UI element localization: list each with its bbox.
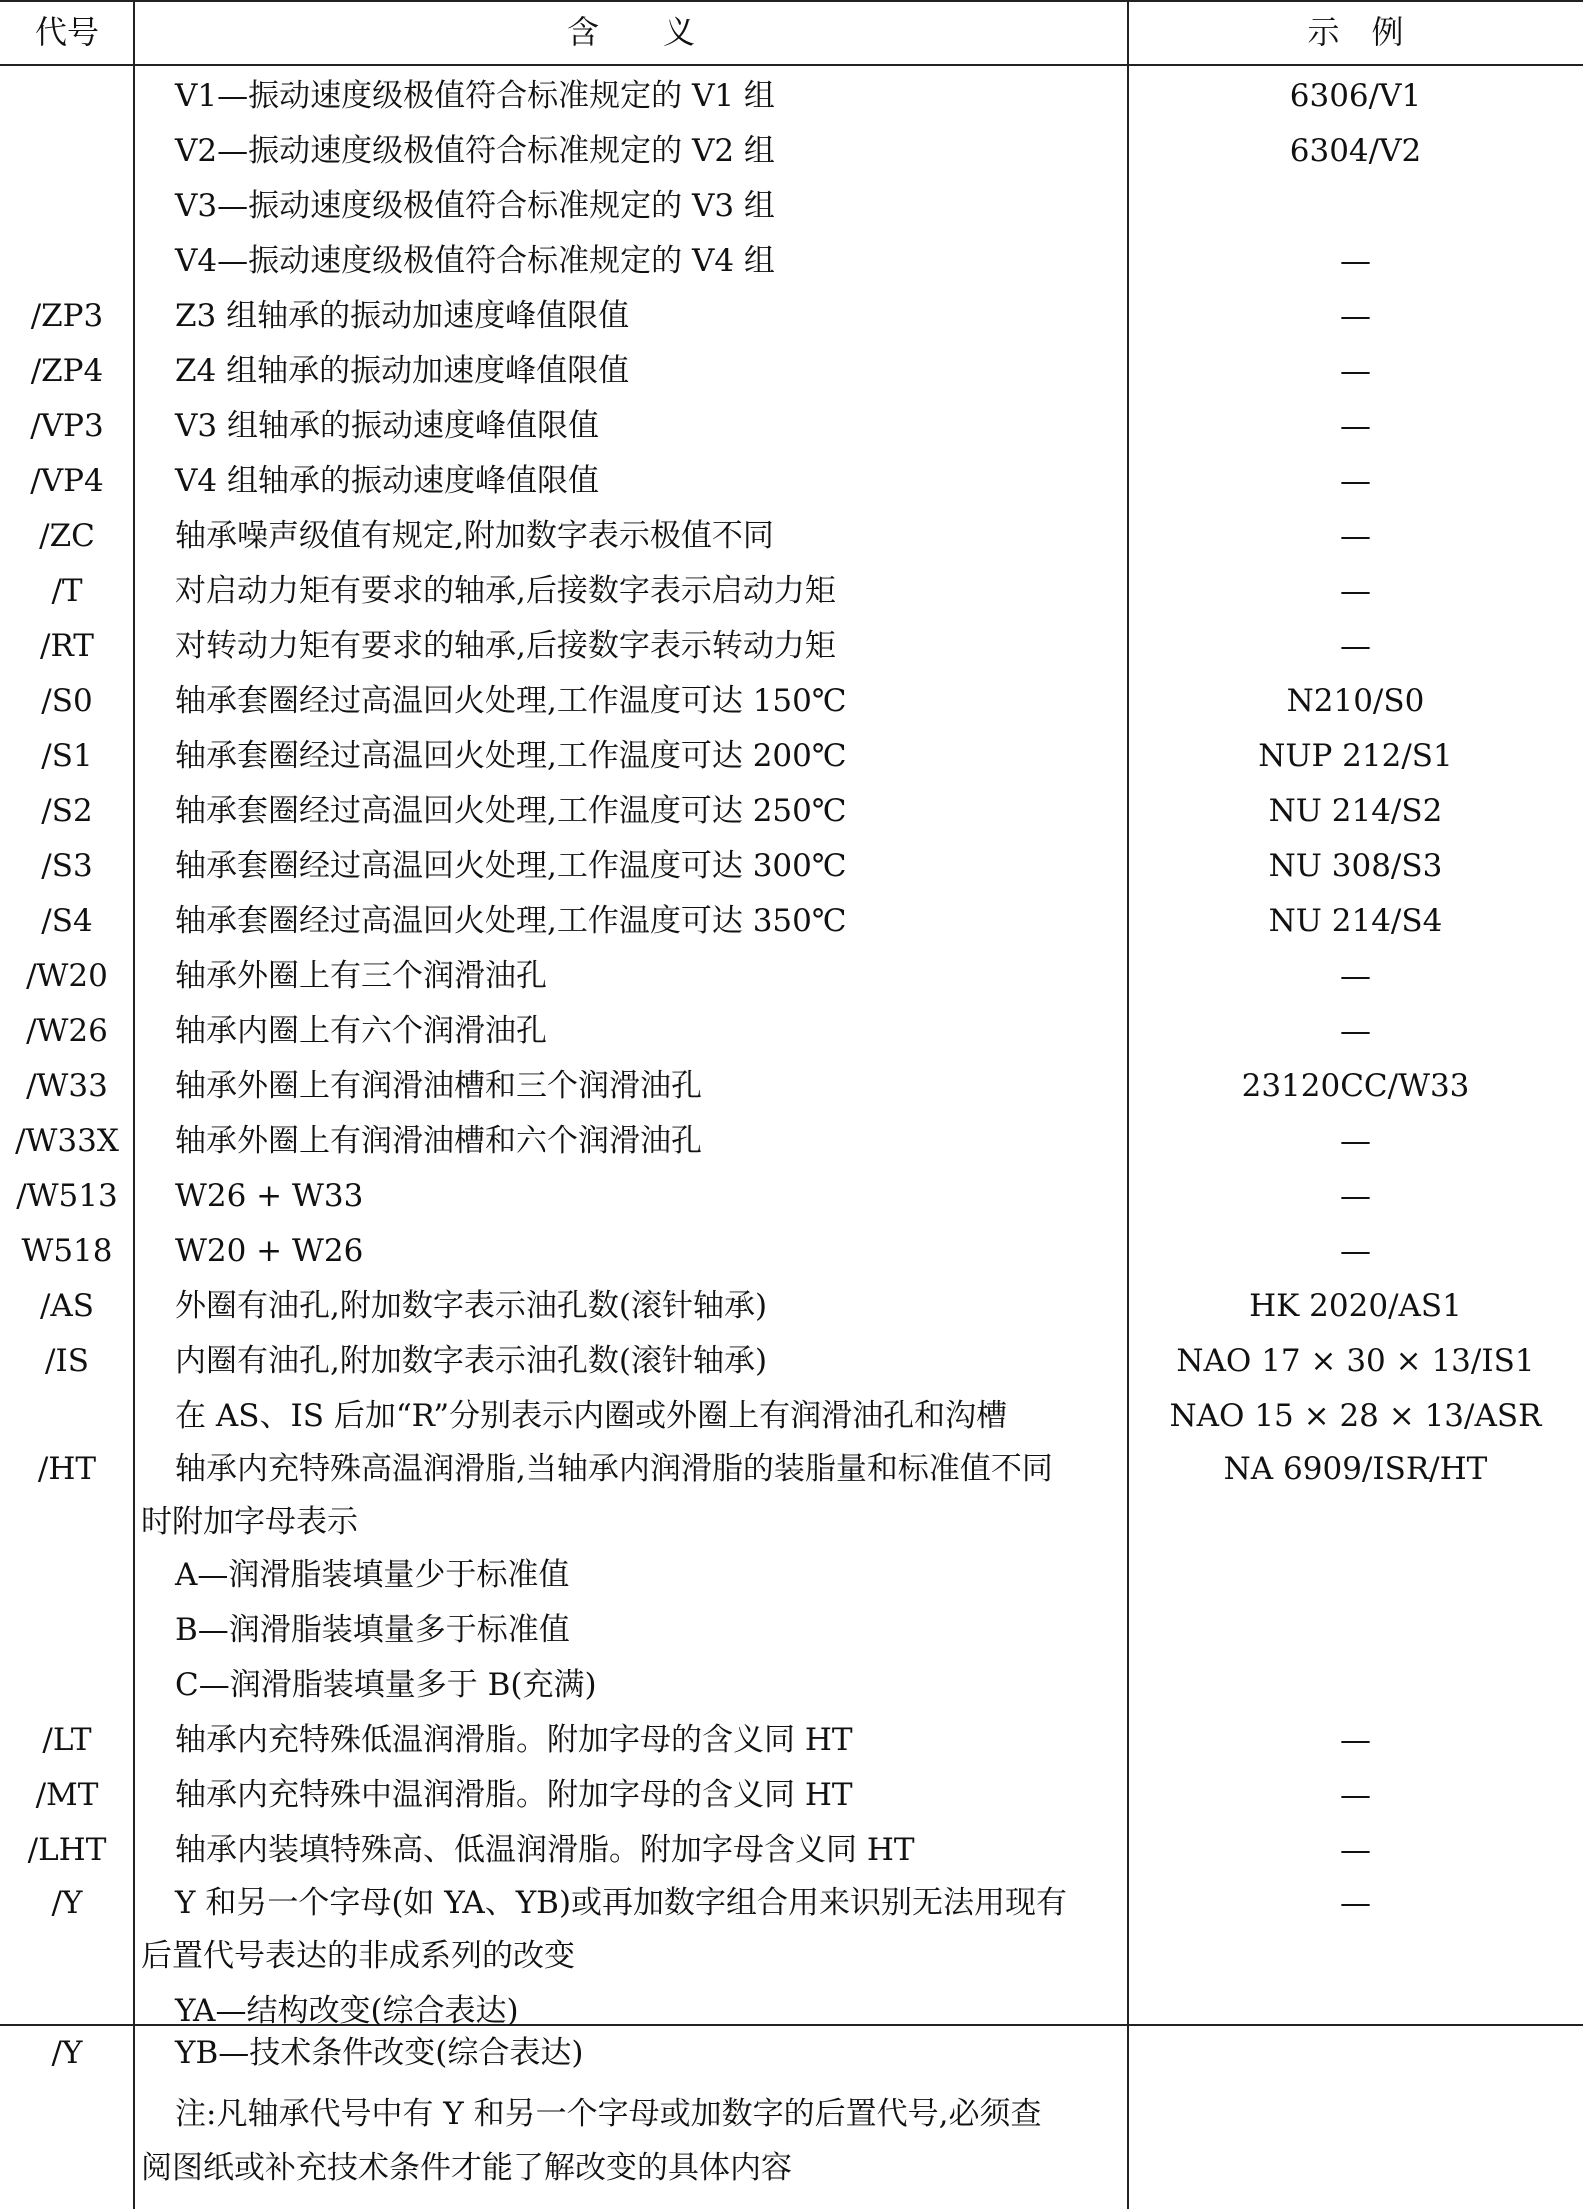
row-example: NA 6909/ISR/HT (1223, 1451, 1488, 1487)
row-meaning: 在 AS、IS 后加“R”分别表示内圈或外圈上有润滑油孔和沟槽 (175, 1398, 1008, 1434)
row-example: — (1340, 958, 1371, 994)
row-example: — (1340, 1123, 1371, 1159)
header-example: 示 例 (1307, 13, 1404, 51)
row-example: — (1340, 1178, 1371, 1214)
header-code: 代号 (34, 13, 99, 51)
row-example: NU 214/S4 (1268, 903, 1443, 939)
row-meaning: Z3 组轴承的振动加速度峰值限值 (175, 298, 630, 334)
row-meaning: 时附加字母表示 (141, 1504, 358, 1540)
row-example (1128, 1936, 1583, 1976)
row-meaning: 轴承外圈上有三个润滑油孔 (175, 958, 547, 994)
row-meaning: 轴承套圈经过高温回火处理,工作温度可达 300℃ (175, 848, 847, 884)
row-meaning: V4 组轴承的振动速度峰值限值 (175, 463, 599, 499)
row-meaning: 轴承套圈经过高温回火处理,工作温度可达 200℃ (175, 738, 847, 774)
row-meaning: V4—振动速度级极值符合标准规定的 V4 组 (175, 243, 775, 279)
row-example: NAO 15 × 28 × 13/ASR (1169, 1398, 1542, 1434)
row-example: 23120CC/W33 (1241, 1068, 1470, 1104)
row-meaning: YA—结构改变(综合表达) (175, 1993, 519, 2029)
row-code: /Y (51, 1885, 83, 1921)
row-code: /LHT (27, 1832, 107, 1868)
row-meaning: W20 + W26 (175, 1233, 364, 1269)
row-code (0, 131, 134, 171)
row-code: /Y (51, 2035, 83, 2071)
row-example (1128, 1502, 1583, 1542)
row-meaning: B—润滑脂装填量多于标准值 (175, 1612, 570, 1648)
row-code (0, 1665, 134, 1705)
row-code: /S1 (41, 738, 93, 774)
row-example: HK 2020/AS1 (1249, 1288, 1462, 1324)
header-meaning: 含 义 (566, 13, 695, 51)
row-code (0, 1396, 134, 1436)
row-example: NAO 17 × 30 × 13/IS1 (1176, 1343, 1535, 1379)
row-meaning: 轴承外圈上有润滑油槽和六个润滑油孔 (175, 1123, 702, 1159)
row-code (0, 76, 134, 116)
row-code: /HT (37, 1451, 97, 1487)
row-code (0, 1555, 134, 1595)
row-code: /IS (45, 1343, 89, 1379)
row-code: /ZC (39, 518, 95, 554)
row-example: NU 214/S2 (1268, 793, 1443, 829)
row-code (0, 1610, 134, 1650)
row-code: /VP4 (30, 463, 104, 499)
row-meaning: YB—技术条件改变(综合表达) (175, 2035, 584, 2071)
row-meaning: Y 和另一个字母(如 YA、YB)或再加数字组合用来识别无法用现有 (175, 1885, 1068, 1921)
row-example: — (1340, 1777, 1371, 1813)
row-code: /ZP4 (30, 353, 104, 389)
row-code: /MT (35, 1777, 99, 1813)
row-code: /S2 (41, 793, 93, 829)
row-code (0, 1991, 134, 2031)
table-top-rule (0, 0, 1583, 2)
row-meaning: V3—振动速度级极值符合标准规定的 V3 组 (175, 188, 775, 224)
row-example (1128, 1665, 1583, 1705)
row-code: /LT (42, 1722, 92, 1758)
row-code (0, 241, 134, 281)
row-meaning: 轴承套圈经过高温回火处理,工作温度可达 250℃ (175, 793, 847, 829)
row-code: /VP3 (30, 408, 104, 444)
row-example: — (1340, 408, 1371, 444)
row-meaning: 对转动力矩有要求的轴承,后接数字表示转动力矩 (175, 628, 836, 664)
row-example: — (1340, 353, 1371, 389)
row-example: NU 308/S3 (1268, 848, 1443, 884)
row-example: — (1340, 1722, 1371, 1758)
row-example: — (1340, 573, 1371, 609)
row-code (0, 2094, 134, 2134)
row-code: /AS (39, 1288, 95, 1324)
row-code: /ZP3 (30, 298, 104, 334)
row-meaning: A—润滑脂装填量少于标准值 (175, 1557, 570, 1593)
row-meaning: 阅图纸或补充技术条件才能了解改变的具体内容 (141, 2150, 792, 2186)
row-example: 6304/V2 (1289, 133, 1422, 169)
row-meaning: V2—振动速度级极值符合标准规定的 V2 组 (175, 133, 775, 169)
row-example: — (1340, 1885, 1371, 1921)
row-meaning: 后置代号表达的非成系列的改变 (141, 1938, 575, 1974)
row-example: — (1340, 518, 1371, 554)
row-meaning: 外圈有油孔,附加数字表示油孔数(滚针轴承) (175, 1288, 768, 1324)
row-example: — (1340, 463, 1371, 499)
row-meaning: 内圈有油孔,附加数字表示油孔数(滚针轴承) (175, 1343, 768, 1379)
row-code: W518 (21, 1233, 113, 1269)
row-meaning: 轴承套圈经过高温回火处理,工作温度可达 150℃ (175, 683, 847, 719)
row-meaning: 轴承内充特殊高温润滑脂,当轴承内润滑脂的装脂量和标准值不同 (175, 1451, 1053, 1487)
row-code: /S3 (41, 848, 93, 884)
row-example (1128, 1555, 1583, 1595)
row-meaning: 对启动力矩有要求的轴承,后接数字表示启动力矩 (175, 573, 836, 609)
row-meaning: 轴承内圈上有六个润滑油孔 (175, 1013, 547, 1049)
row-example (1128, 1991, 1583, 2031)
row-example (1128, 2148, 1583, 2188)
row-code: /W20 (26, 958, 108, 994)
row-example: — (1340, 243, 1371, 279)
row-example: N210/S0 (1286, 683, 1425, 719)
row-code: /RT (40, 628, 94, 664)
row-meaning: 轴承噪声级值有规定,附加数字表示极值不同 (175, 518, 774, 554)
row-code: /W33 (26, 1068, 108, 1104)
row-code: /S0 (41, 683, 93, 719)
row-code (0, 1936, 134, 1976)
row-example: — (1340, 1832, 1371, 1868)
row-meaning: 轴承套圈经过高温回火处理,工作温度可达 350℃ (175, 903, 847, 939)
row-code (0, 2148, 134, 2188)
row-code (0, 1502, 134, 1542)
row-code: /S4 (41, 903, 93, 939)
row-code: /W33X (15, 1123, 119, 1159)
row-code: /T (51, 573, 83, 609)
row-meaning: W26 + W33 (175, 1178, 364, 1214)
row-meaning: Z4 组轴承的振动加速度峰值限值 (175, 353, 630, 389)
row-example: NUP 212/S1 (1258, 738, 1453, 774)
row-meaning: C—润滑脂装填量多于 B(充满) (175, 1667, 597, 1703)
row-example: — (1340, 628, 1371, 664)
row-example (1128, 186, 1583, 226)
row-meaning: 轴承内充特殊中温润滑脂。附加字母的含义同 HT (175, 1777, 853, 1813)
row-example (1128, 2033, 1583, 2073)
row-meaning: 注:凡轴承代号中有 Y 和另一个字母或加数字的后置代号,必须查 (175, 2096, 1042, 2132)
row-example: 6306/V1 (1289, 78, 1422, 114)
header-bottom-rule (0, 64, 1583, 66)
row-code: /W513 (16, 1178, 118, 1214)
row-meaning: 轴承内充特殊低温润滑脂。附加字母的含义同 HT (175, 1722, 853, 1758)
row-example (1128, 2094, 1583, 2134)
row-example: — (1340, 298, 1371, 334)
row-meaning: 轴承外圈上有润滑油槽和三个润滑油孔 (175, 1068, 702, 1104)
row-example (1128, 1610, 1583, 1650)
row-example: — (1340, 1013, 1371, 1049)
row-code: /W26 (26, 1013, 108, 1049)
row-meaning: V1—振动速度级极值符合标准规定的 V1 组 (175, 78, 775, 114)
row-meaning: V3 组轴承的振动速度峰值限值 (175, 408, 599, 444)
row-code (0, 186, 134, 226)
row-example: — (1340, 1233, 1371, 1269)
row-meaning: 轴承内装填特殊高、低温润滑脂。附加字母含义同 HT (175, 1832, 915, 1868)
